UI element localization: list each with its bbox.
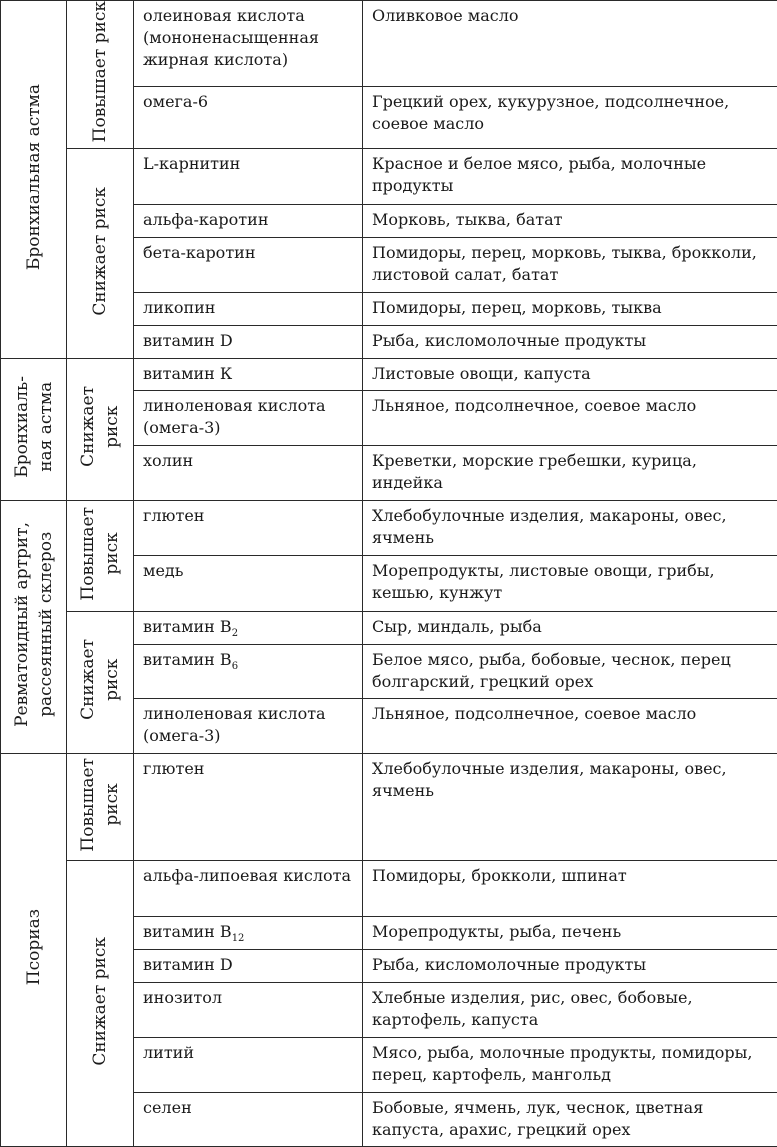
sources-cell: Льняное, подсолнечное, соевое масло xyxy=(363,391,777,446)
table-row xyxy=(1,1,777,87)
nutrient-cell: омега-6 xyxy=(134,86,363,149)
sources-cell: Сыр, миндаль, рыба xyxy=(363,612,777,645)
nutrient-cell: селен xyxy=(134,1093,363,1147)
sources-cell: Хлебобулочные изделия, макароны, овес, ячмень xyxy=(363,754,777,861)
risk-group-cell xyxy=(67,359,134,501)
risk-group-label: Снижает риск xyxy=(76,639,124,720)
disease-cell xyxy=(1,359,67,501)
table-row xyxy=(1,359,777,391)
nutrient-cell: витамин D xyxy=(134,950,363,983)
sources-cell: Помидоры, брокколи, шпинат xyxy=(363,861,777,917)
risk-group-cell xyxy=(67,501,134,612)
sources-cell: Рыба, кисломолочные продукты xyxy=(363,950,777,983)
nutrient-cell: витамин D xyxy=(134,326,363,359)
disease-cell xyxy=(1,754,67,1147)
table-row xyxy=(1,501,777,556)
nutrient-cell: глютен xyxy=(134,754,363,861)
table-row xyxy=(1,149,777,205)
nutrient-subscript: 12 xyxy=(232,933,245,944)
nutrient-cell: альфа-каротин xyxy=(134,205,363,238)
sources-cell: Бобовые, ячмень, лук, чеснок, цветная капуста, арахис, грецкий орех xyxy=(363,1093,777,1147)
nutrient-cell: олеиновая кислота (мононенасыщенная жирная кислота) xyxy=(134,1,363,87)
sources-cell: Помидоры, перец, морковь, тыква, брокколи, листовой салат, батат xyxy=(363,238,777,293)
sources-cell: Льняное, подсолнечное, соевое масло xyxy=(363,699,777,754)
risk-group-cell xyxy=(67,1,134,149)
risk-group-label: Снижает риск xyxy=(76,386,124,467)
nutrient-cell: холин xyxy=(134,446,363,501)
nutrient-cell: линоленовая кислота (омега-3) xyxy=(134,699,363,754)
nutrient-subscript: 2 xyxy=(232,628,238,639)
sources-cell: Грецкий орех, кукурузное, подсолнечное, соевое масло xyxy=(363,86,777,149)
nutrient-cell: литий xyxy=(134,1038,363,1093)
nutrient-cell xyxy=(134,917,363,950)
risk-group-label: Повышает риск xyxy=(76,507,124,601)
table-row xyxy=(1,754,777,861)
nutrient-cell: инозитол xyxy=(134,983,363,1038)
nutrient-name: витамин B xyxy=(143,922,232,941)
disease-label: Ревматоидный артрит, рассеянный склероз xyxy=(10,522,58,727)
risk-group-label: Снижает риск xyxy=(88,187,112,316)
risk-group-cell xyxy=(67,149,134,359)
sources-cell: Морепродукты, листовые овощи, грибы, кешью, кунжут xyxy=(363,556,777,612)
nutrient-cell xyxy=(134,645,363,699)
table-row xyxy=(1,612,777,645)
sources-cell: Морепродукты, рыба, печень xyxy=(363,917,777,950)
sources-cell: Красное и белое мясо, рыба, молочные продукты xyxy=(363,149,777,205)
nutrient-subscript: 6 xyxy=(232,661,238,672)
nutrient-cell: глютен xyxy=(134,501,363,556)
risk-group-label: Снижает риск xyxy=(88,937,112,1066)
sources-cell: Белое мясо, рыба, бобовые, чеснок, перец болгарский, грецкий орех xyxy=(363,645,777,699)
risk-group-cell xyxy=(67,754,134,861)
sources-cell: Оливковое масло xyxy=(363,1,777,87)
nutrient-cell: ликопин xyxy=(134,293,363,326)
risk-group-cell xyxy=(67,612,134,754)
sources-cell: Хлебные изделия, рис, овес, бобовые, картофель, капуста xyxy=(363,983,777,1038)
disease-cell xyxy=(1,501,67,754)
disease-label: Псориаз xyxy=(22,909,46,985)
nutrient-name: витамин B xyxy=(143,617,232,636)
risk-group-label: Повышает риск xyxy=(76,758,124,852)
nutrient-cell: бета-каротин xyxy=(134,238,363,293)
nutrient-cell xyxy=(134,612,363,645)
nutrient-cell: альфа-липоевая кислота xyxy=(134,861,363,917)
disease-cell xyxy=(1,1,67,359)
sources-cell: Листовые овощи, капуста xyxy=(363,359,777,391)
nutrient-cell: L-карнитин xyxy=(134,149,363,205)
nutrient-name: витамин B xyxy=(143,650,232,669)
sources-cell: Мясо, рыба, молочные продукты, помидоры, перец, картофель, мангольд xyxy=(363,1038,777,1093)
risk-group-label: Повышает риск xyxy=(88,1,112,142)
sources-cell: Помидоры, перец, морковь, тыква xyxy=(363,293,777,326)
sources-cell: Креветки, морские гребешки, курица, индейка xyxy=(363,446,777,501)
nutrient-cell: витамин К xyxy=(134,359,363,391)
disease-label: Бронхиальная астма xyxy=(22,84,46,270)
nutrient-cell: медь xyxy=(134,556,363,612)
sources-cell: Хлебобулочные изделия, макароны, овес, ячмень xyxy=(363,501,777,556)
nutrient-cell: линоленовая кислота (омега-3) xyxy=(134,391,363,446)
sources-cell: Рыба, кисломолочные продукты xyxy=(363,326,777,359)
disease-label: Бронхиаль- ная астма xyxy=(10,376,58,478)
risk-group-cell xyxy=(67,861,134,1147)
sources-cell: Морковь, тыква, батат xyxy=(363,205,777,238)
table-row xyxy=(1,861,777,917)
